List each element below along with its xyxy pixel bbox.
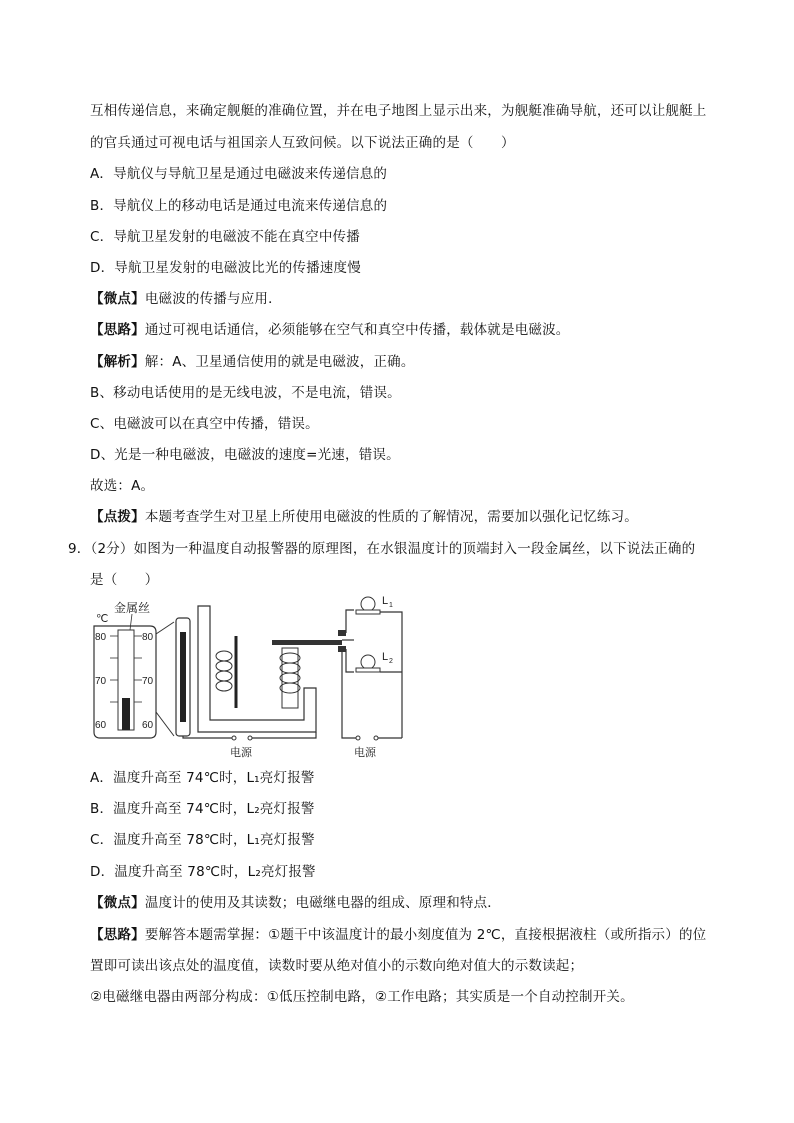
power-label-1: 电源 (230, 747, 252, 759)
q8-dianbo-tag: 【点拨】 (90, 509, 145, 525)
q8-jiexi (90, 352, 730, 372)
q8-option-a: A．导航仪与导航卫星是通过电磁波来传递信息的 (90, 166, 388, 182)
q9-stem-line-1: 9．（2分）如图为一种温度自动报警器的原理图，在水银温度计的顶端封入一段金属丝，以下说法正确的 (68, 541, 696, 557)
q9-silu-text-1: 要解答本题需掌握：①题干中该温度计的最小刻度值为 2℃，直接根据液柱（或所指示）的位 (144, 927, 707, 943)
q8-silu (90, 320, 730, 340)
q8-weidian-text: 电磁波的传播与应用． (144, 291, 282, 307)
lamp-l2 (361, 655, 375, 669)
tick-60-left: 60 (95, 720, 107, 731)
q8-jiexi-tag: 【解析】 (90, 354, 145, 370)
q9-silu-tag: 【思路】 (90, 927, 145, 943)
q8-option-b: B．导航仪上的移动电话是通过电流来传递信息的 (90, 198, 388, 214)
q8-dianbo (90, 507, 730, 527)
q9-silu-line-1 (90, 925, 730, 945)
q8-jiexi-line-b: B、移动电话使用的是无线电波，不是电流，错误。 (90, 385, 401, 401)
q9-weidian-text: 温度计的使用及其读数；电磁继电器的组成、原理和特点． (144, 895, 502, 911)
q8-dianbo-text: 本题考查学生对卫星上所使用电磁波的性质的了解情况，需要加以强化记忆练习。 (144, 509, 639, 525)
wire-label: 金属丝 (114, 601, 151, 615)
q8-silu-tag: 【思路】 (90, 322, 145, 338)
q8-weidian-tag: 【微点】 (90, 291, 145, 307)
q8-jiexi-text: 解：A、卫星通信使用的就是电磁波，正确。 (144, 354, 415, 370)
q8-silu-text: 通过可视电话通信，必须能够在空气和真空中传播，载体就是电磁波。 (144, 322, 570, 338)
tick-70-right: 70 (142, 676, 154, 687)
q8-option-d: D．导航卫星发射的电磁波比光的传播速度慢 (90, 260, 361, 276)
q9-weidian (90, 893, 730, 913)
q9-option-b: B．温度升高至 74℃时，L₂亮灯报警 (90, 801, 315, 817)
armature (272, 640, 342, 645)
coil-left (216, 651, 232, 691)
q9-option-c: C．温度升高至 78℃时，L₁亮灯报警 (90, 832, 315, 848)
coil-right (280, 653, 300, 693)
q9-weidian-tag: 【微点】 (90, 895, 145, 911)
tick-80-right: 80 (142, 632, 154, 643)
unit-label: ℃ (96, 613, 109, 625)
tick-70-left: 70 (95, 676, 107, 687)
q9-silu-line-2: 置即可读出该点处的温度值，读数时要从绝对值小的示数向绝对值大的示数读起； (90, 958, 584, 974)
q9-option-d: D．温度升高至 78℃时，L₂亮灯报警 (90, 864, 316, 880)
power-label-2: 电源 (354, 747, 376, 759)
lamp-l1-label: L (382, 596, 389, 607)
q8-option-c: C．导航卫星发射的电磁波不能在真空中传播 (90, 229, 360, 245)
lamp-l1-sub: 1 (389, 602, 393, 609)
q9-silu-line-3: ②电磁继电器由两部分构成：①低压控制电路，②工作电路；其实质是一个自动控制开关。 (90, 989, 634, 1005)
alarm-circuit-figure (92, 596, 412, 766)
lamp-l2-sub: 2 (389, 658, 393, 665)
q8-jiexi-line-c: C、电磁波可以在真空中传播，错误。 (90, 416, 319, 432)
intro-line-1: 互相传递信息，来确定舰艇的准确位置，并在电子地图上显示出来，为舰艇准确导航，还可以让舰艇上 (90, 103, 707, 119)
q8-answer: 故选：A。 (90, 478, 155, 494)
tick-60-right: 60 (142, 720, 154, 731)
q8-weidian (90, 289, 730, 309)
lamp-l1 (361, 597, 375, 611)
q9-stem-line-2: 是（ ） (90, 572, 159, 588)
tick-80-left: 80 (95, 632, 107, 643)
q8-jiexi-line-d: D、光是一种电磁波，电磁波的速度=光速，错误。 (90, 447, 400, 463)
intro-line-2: 的官兵通过可视电话与祖国亲人互致问候。以下说法正确的是（ ） (90, 135, 515, 151)
lamp-l2-label: L (382, 651, 389, 663)
q9-option-a: A．温度升高至 74℃时，L₁亮灯报警 (90, 770, 315, 786)
